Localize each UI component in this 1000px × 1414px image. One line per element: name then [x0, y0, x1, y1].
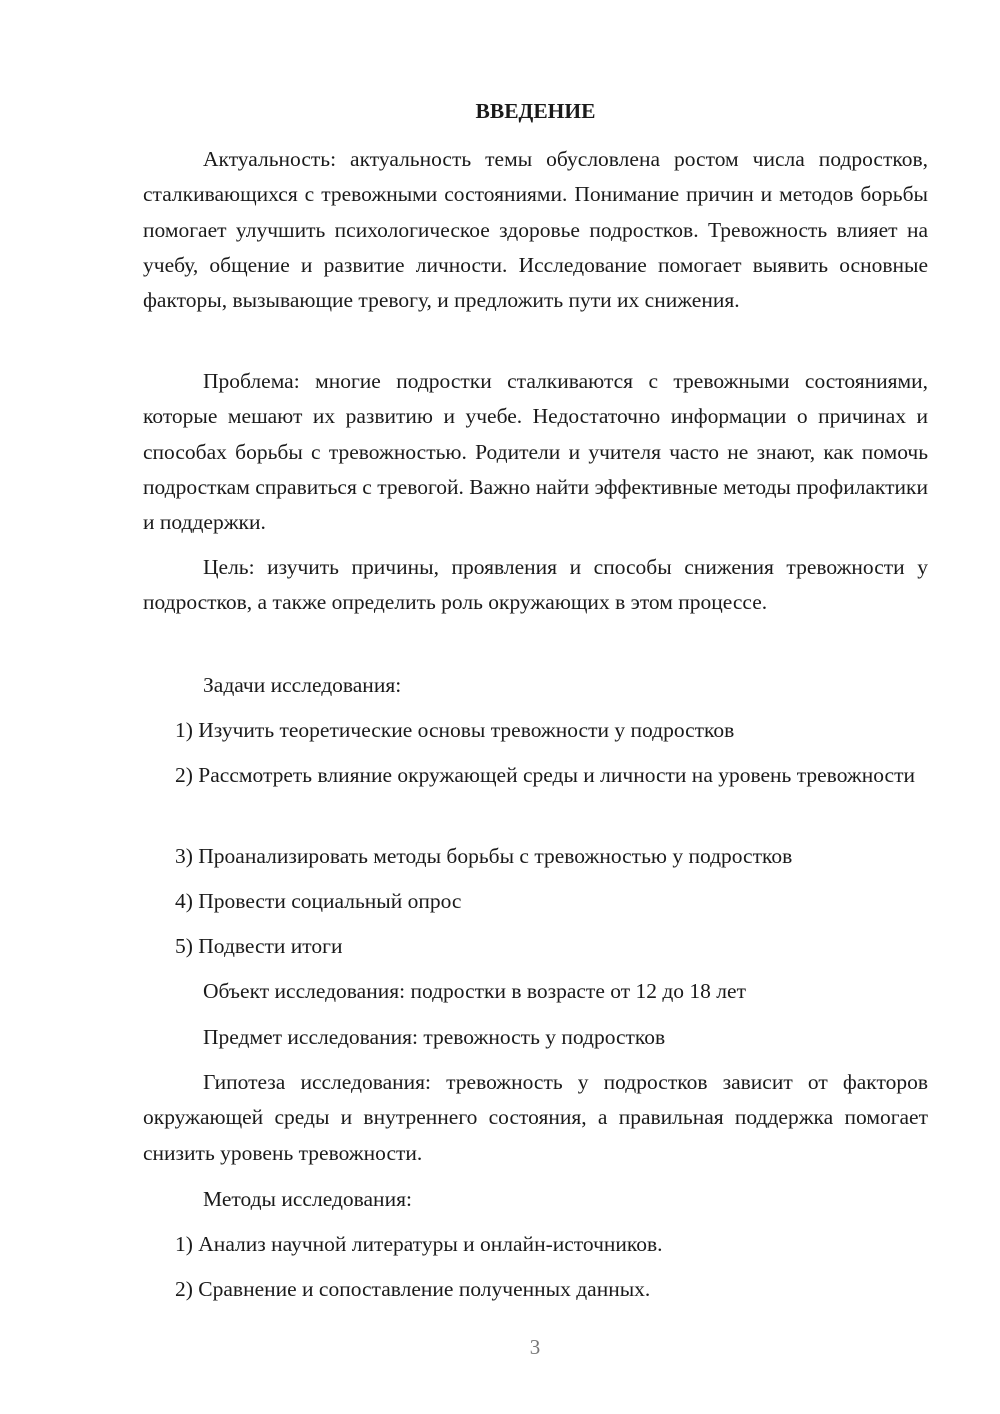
- tasks-heading: Задачи исследования:: [203, 673, 402, 697]
- task-item-3: 3) Проанализировать методы борьбы с тревожностью у подростков: [175, 844, 793, 868]
- page-title: ВВЕДЕНИЕ: [475, 99, 596, 123]
- methods-heading: Методы исследования:: [203, 1187, 412, 1211]
- task-item-4: 4) Провести социальный опрос: [175, 889, 462, 913]
- paragraph-hypothesis: Гипотеза исследования: тревожность у подростков зависит от факторов окружающей среды и внутреннего состояния, а правильная поддержка помогает снизить уровень тревожности.: [143, 1070, 928, 1165]
- paragraph-relevance: Актуальность: актуальность темы обусловлена ростом числа подростков, сталкивающихся с тревожными состояниями. Понимание причин и методов борьбы помогает улучшить психологическое здоровье подростков. Тревожность влияет на учебу, общение и развитие личности. Исследование помогает выявить основные факторы, вызывающие тревогу, и предложить пути их снижения.: [143, 147, 928, 313]
- paragraph-problem: Проблема: многие подростки сталкиваются с тревожными состояниями, которые мешают их развитию и учебе. Недостаточно информации о причинах и способах борьбы с тревожностью. Родители и учителя часто не знают, как помочь подросткам справиться с тревогой. Важно найти эффективные методы профилактики и поддержки.: [143, 369, 928, 535]
- method-item-1: 1) Анализ научной литературы и онлайн-источников.: [175, 1232, 663, 1256]
- paragraph-subject: Предмет исследования: тревожность у подростков: [203, 1025, 666, 1049]
- task-item-1: 1) Изучить теоретические основы тревожности у подростков: [175, 718, 735, 742]
- page-number: 3: [529, 1335, 541, 1359]
- task-item-2: 2) Рассмотреть влияние окружающей среды и личности на уровень тревожности: [175, 763, 915, 787]
- task-item-5: 5) Подвести итоги: [175, 934, 343, 958]
- paragraph-object: Объект исследования: подростки в возрасте от 12 до 18 лет: [203, 979, 746, 1003]
- method-item-2: 2) Сравнение и сопоставление полученных данных.: [175, 1277, 651, 1301]
- paragraph-goal: Цель: изучить причины, проявления и способы снижения тревожности у подростков, а также определить роль окружающих в этом процессе.: [143, 555, 928, 615]
